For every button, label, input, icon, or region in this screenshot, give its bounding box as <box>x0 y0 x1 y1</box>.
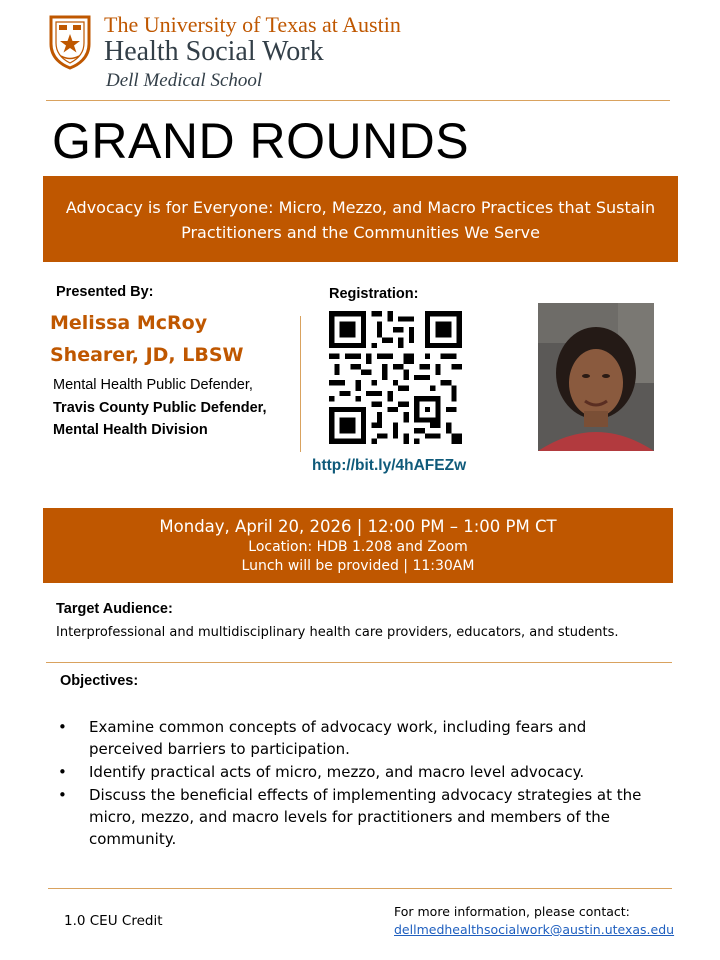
presenter-name <box>50 307 290 371</box>
audience-divider <box>46 662 672 663</box>
header-divider <box>46 100 670 101</box>
objective-item: • Identify practical acts of micro, mezzo, and macro level advocacy. <box>58 761 658 783</box>
event-location: Location: HDB 1.208 and Zoom <box>248 539 468 555</box>
presenter-role <box>53 374 283 442</box>
event-details-banner <box>43 508 673 583</box>
presenter-divider <box>300 316 301 452</box>
contact-email-link[interactable]: dellmedhealthsocialwork@austin.utexas.edu <box>394 922 675 937</box>
target-audience-text: Interprofessional and multidisciplinary health care providers, educators, and students. <box>56 625 619 640</box>
presenter-name-line2: Shearer, JD, LBSW <box>50 344 244 366</box>
university-name: The University of Texas at Austin <box>104 12 401 37</box>
ceu-credit: 1.0 CEU Credit <box>64 913 163 929</box>
event-lunch: Lunch will be provided | 11:30AM <box>241 558 475 574</box>
topic-banner: Advocacy is for Everyone: Micro, Mezzo, and Macro Practices that Sustain Practitioners and the Communities We Serve <box>43 176 678 262</box>
ut-shield-logo <box>48 14 92 70</box>
presented-by-heading: Presented By: <box>56 284 154 300</box>
event-date-time: Monday, April 20, 2026 | 12:00 PM – 1:00 PM CT <box>159 517 557 536</box>
page-title: GRAND ROUNDS <box>52 113 470 169</box>
presenter-photo <box>538 303 654 451</box>
registration-qr-code[interactable] <box>329 311 462 444</box>
footer-divider <box>48 888 672 889</box>
registration-heading: Registration: <box>329 286 419 302</box>
target-audience-heading: Target Audience: <box>56 601 173 617</box>
contact-info <box>394 903 674 939</box>
department-name: Health Social Work <box>104 36 324 67</box>
contact-label: For more information, please contact: <box>394 904 630 919</box>
presenter-role-bold: Travis County Public Defender, Mental Health Division <box>53 399 267 438</box>
registration-link[interactable]: http://bit.ly/4hAFEZw <box>312 457 467 474</box>
objective-item: • Discuss the beneficial effects of implementing advocacy strategies at the micro, mezzo, and macro levels for practitioners and members of the community. <box>58 784 658 850</box>
school-name: Dell Medical School <box>106 70 263 91</box>
presenter-name-line1: Melissa McRoy <box>50 312 208 334</box>
presenter-role-plain: Mental Health Public Defender, <box>53 377 253 393</box>
objectives-heading: Objectives: <box>60 673 139 689</box>
objective-item: • Examine common concepts of advocacy work, including fears and perceived barriers to participation. <box>58 716 658 760</box>
objectives-list <box>58 716 658 851</box>
